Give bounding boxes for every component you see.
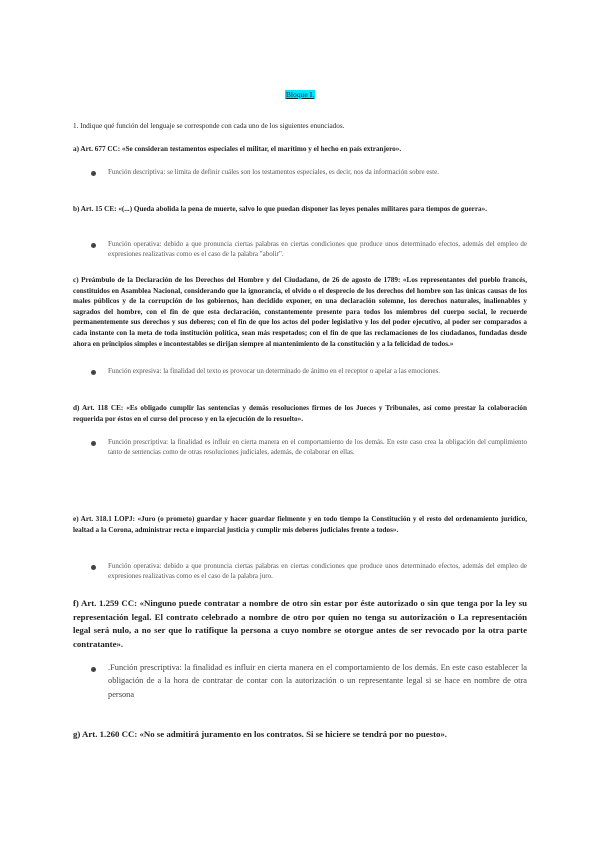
section-b-answer: Función operativa: debido a que pronuncia ciertas palabras en ciertas condiciones que produce unos determinado efectos, además del empleo de expresiones realizativas como es el caso de la palabra "abolir".: [108, 240, 527, 259]
bullet-icon: [91, 171, 96, 176]
section-d-answer: Función prescriptiva: la finalidad es influir en cierta manera en el comportamiento de los demás. En este caso crea la obligación del cumplimiento tanto de sentencias como de otras resoluciones judiciales, además, de colaborar en ellas.: [108, 438, 527, 457]
section-b-heading: b) Art. 15 CE: «(...) Queda abolida la pena de muerte, salvo lo que puedan disponer las leyes penales militares para tiempos de guerra».: [73, 205, 488, 213]
section-g-heading: g) Art. 1.260 CC: «No se admitirá juramento en los contratos. Si se hiciere se tendrá por no puesto».: [73, 729, 447, 739]
bullet-icon: [91, 667, 96, 672]
section-c-answer: Función expresiva: la finalidad del texto es provocar un determinado de ánimo en el receptor o apelar a las emociones.: [108, 367, 440, 375]
bullet-icon: [91, 441, 96, 446]
section-e-heading: e) Art. 318.1 LOPJ: «Juro (o prometo) guardar y hacer guardar fielmente y en todo tiempo la Constitución y el resto del ordenamiento jurídico, lealtad a la Corona, administrar recta e imparcial justicia y cumplir mis deberes judiciales frente a todos».: [73, 515, 527, 534]
section-c-heading: c) Preámbulo de la Declaración de los Derechos del Hombre y del Ciudadano, de 26 de agosto de 1789: «Los representantes del pueblo francés, constituidos en Asamblea Nacional, considerando que la ignorancia, el olvido o el desprecio de los derechos del hombre son las únicas causas de los males públicos y de la corrupción de los gobiernos, han decidido exponer, en una declaración solemne, los derechos naturales, inalienables y sagrados del hombre, con el fin de que esta declaración, constantemente presente para todos los miembros del cuerpo social, le recuerde permanentemente sus derechos y sus deberes; con el fin de que los actos del poder legislativo y los del poder ejecutivo, al poder ser comparados a cada instante con la meta de toda institución política, sean más respetados; con el fin de que las reclamaciones de los ciudadanos, fundadas desde ahora en principios simples e incontestables se dirijan siempre al mantenimiento de la constitución y a la felicidad de todos.»: [73, 276, 527, 348]
document-title: Bloque I.: [285, 90, 315, 99]
bullet-icon: [91, 565, 96, 570]
section-d-heading: d) Art. 118 CE: «Es obligado cumplir las sentencias y demás resoluciones firmes de los Jueces y Tribunales, así como prestar la colaboración requerida por éstos en el curso del proceso y en la ejecución de lo resuelto».: [73, 404, 527, 423]
intro-text: 1. Indique qué función del lenguaje se corresponde con cada uno de los siguientes enunciados.: [73, 122, 345, 130]
section-a-heading: a) Art. 677 CC: «Se consideran testamentos especiales el militar, el marítimo y el hecho en país extranjero».: [73, 145, 402, 153]
section-f-heading: f) Art. 1.259 CC: «Ninguno puede contratar a nombre de otro sin estar por éste autorizado o sin que tenga por la ley su representación legal. El contrato celebrado a nombre de otro por quien no tenga su autorización o La representación legal será nulo, a no ser que lo ratifique la persona a cuyo nombre se otorgue antes de ser revocado por la otra parte contratante».: [73, 598, 527, 649]
section-e-answer: Función operativa: debido a que pronuncia ciertas palabras en ciertas condiciones que produce unos determinado efectos, además del empleo de expresiones realizativas como es el caso de la palabra juro.: [108, 562, 527, 581]
bullet-icon: [91, 370, 96, 375]
bullet-icon: [91, 243, 96, 248]
section-f-answer: .Función prescriptiva: la finalidad es influir en cierta manera en el comportamiento de los demás. En este caso establecer la obligación de a la hora de contratar de contar con la autorización o un representante legal si se hace en nombre de otra persona: [108, 663, 527, 699]
section-a-answer: Función descriptiva: se limita de definir cuáles son los testamentos especiales, es decir, nos da información sobre este.: [108, 168, 439, 176]
